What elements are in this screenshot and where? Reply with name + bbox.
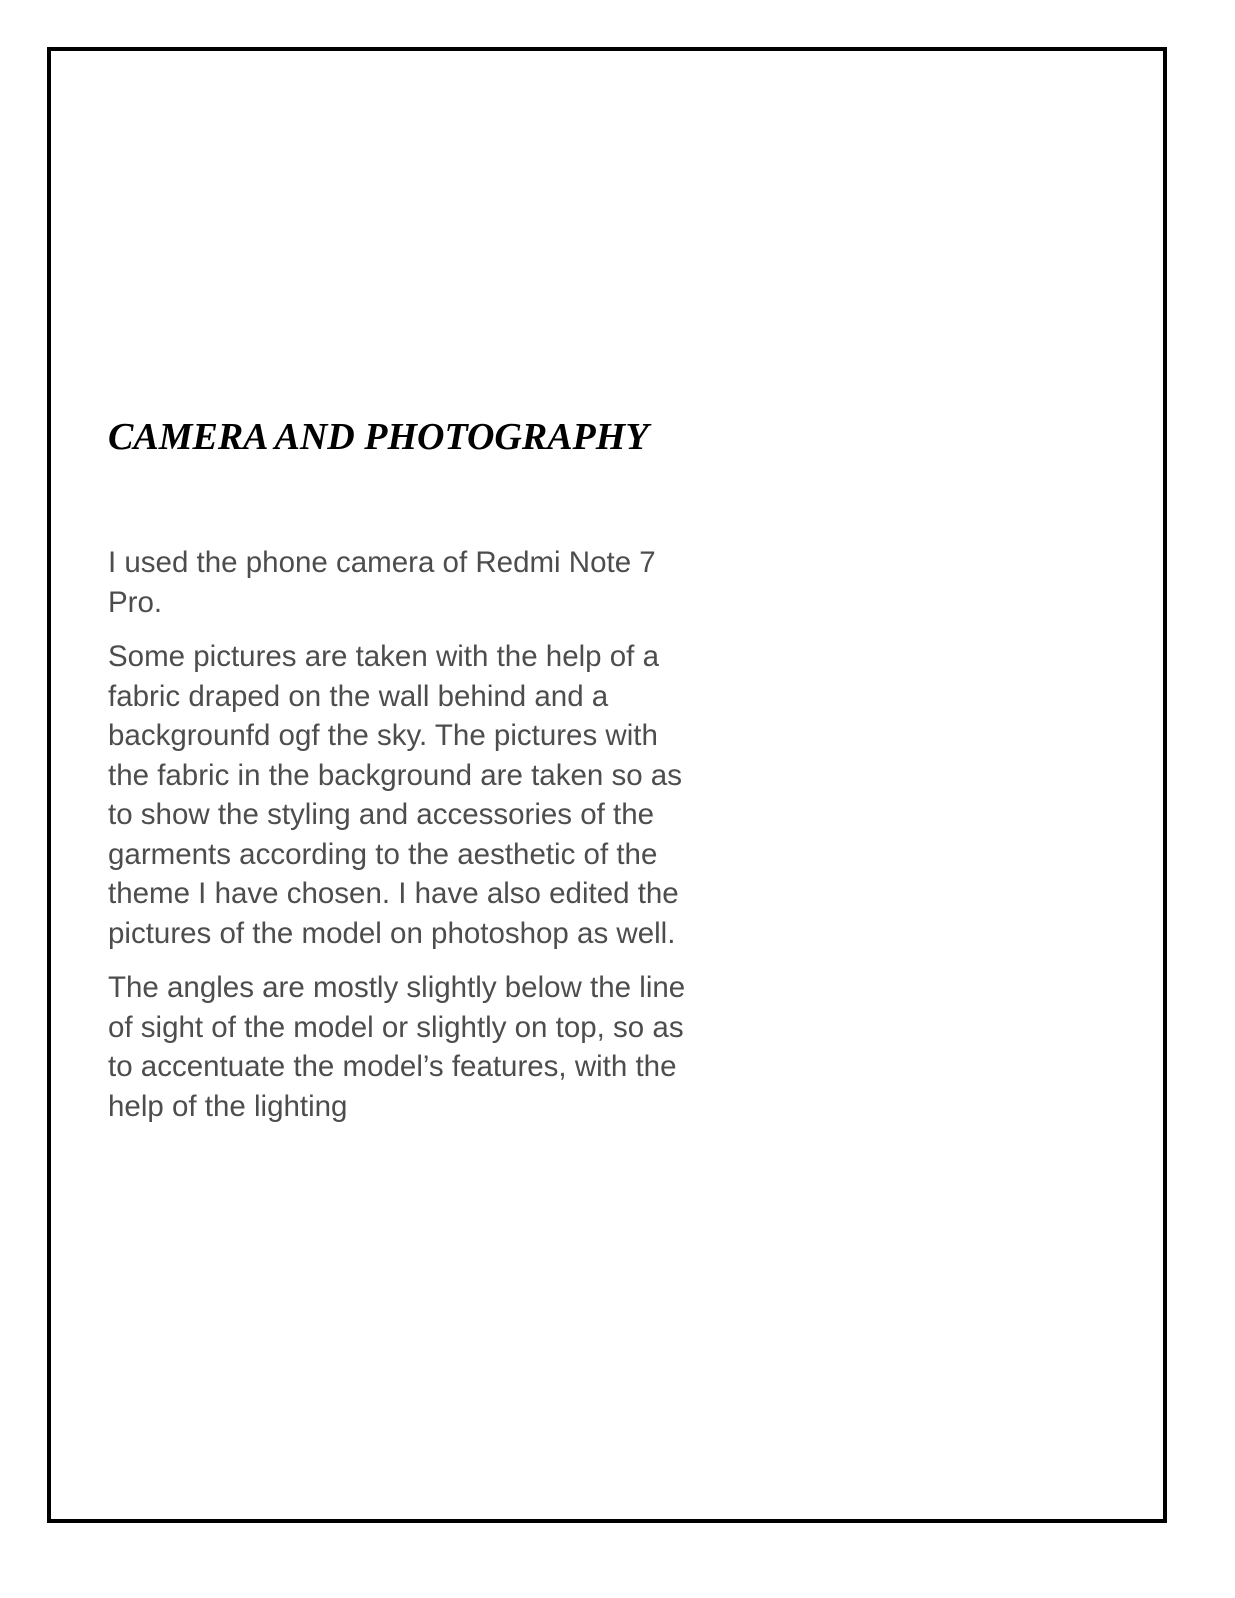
paragraph-angles: The angles are mostly slightly below the line of sight of the model or slightly on top, so as to accentuate the model’s features, with the help of the lighting (108, 971, 686, 1123)
paragraph-pictures: Some pictures are taken with the help of a fabric draped on the wall behind and a backgrounfd ogf the sky. The pictures with the fabric in the background are taken so as to show the styling and accessories of the garments according to the aesthetic of the theme I have chosen. I have also edited the pictures of the model on photoshop as well. (108, 640, 682, 950)
document-title: CAMERA AND PHOTOGRAPHY (108, 416, 649, 458)
document-body (108, 543, 748, 1141)
paragraph-camera: I used the phone camera of Redmi Note 7 Pro. (108, 546, 656, 619)
